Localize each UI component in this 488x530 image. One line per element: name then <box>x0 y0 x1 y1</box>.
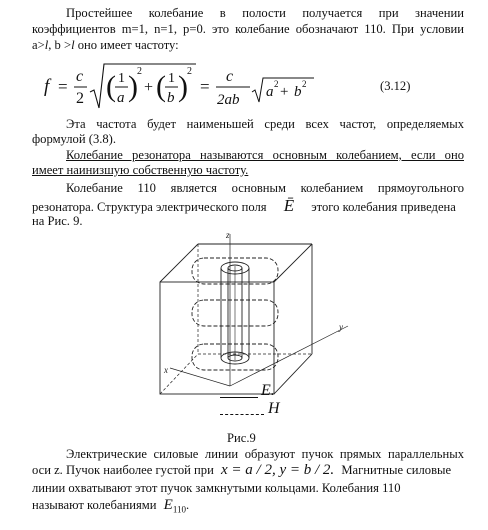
text-field-shown: этого колебания приведена <box>311 200 456 214</box>
formula-rad-exp-b: 2 <box>302 79 307 89</box>
svg-text:(: ( <box>106 70 116 103</box>
mode-index-110: 110 <box>172 504 186 515</box>
formula-one-b: 1 <box>168 71 175 86</box>
formula-one-a: 1 <box>118 71 125 86</box>
formula-rad-exp-a: 2 <box>274 79 279 89</box>
symbol-e-mode: E <box>163 497 173 513</box>
formula-b: b <box>167 90 175 106</box>
svg-text:): ) <box>128 70 138 103</box>
formula-a: a <box>117 90 125 106</box>
formula-twoab: 2ab <box>217 92 240 108</box>
formula-plus: + <box>144 79 154 96</box>
formula-two: 2 <box>76 90 84 107</box>
formula-rad-a: a <box>266 84 274 100</box>
text-frequency-intro: оно имеет частоту: <box>74 38 179 52</box>
formula-c-1: c <box>76 68 84 85</box>
text-magnetic-lines: Магнитные силовые <box>341 463 452 477</box>
text-bundle-densest: оси z. Пучок наиболее густой при <box>32 463 214 477</box>
paragraph-2-line-2: формулой (3.8). <box>32 132 117 146</box>
axis-x-label: x <box>164 365 168 375</box>
formula-rad-b: b <box>294 84 302 100</box>
axis-z-label: z <box>226 230 230 240</box>
figure-9-field-diagram <box>150 230 350 430</box>
legend-label-h: H <box>268 400 280 417</box>
axis-x-line <box>170 368 230 386</box>
legend-label-e: E. <box>261 382 275 399</box>
svg-text:): ) <box>178 70 188 103</box>
legend-solid-line-e <box>220 397 258 398</box>
paragraph-1-line-2: коэффициентов m=1, n=1, p=0. это колебание обозначают 110. При условии <box>32 22 464 36</box>
formula-f: f <box>44 76 50 97</box>
formula-rad-plus: + <box>280 84 289 100</box>
paragraph-4-line-1: Электрические силовые линии образуют пучок прямых параллельных <box>66 447 464 461</box>
paragraph-1-line-1: Простейшее колебание в полости получается при значении <box>66 6 464 20</box>
formula-eq-2: = <box>200 77 210 96</box>
text-period: . <box>186 498 190 512</box>
box-front-face <box>160 282 274 394</box>
formula-c-2: c <box>226 68 234 85</box>
definition-line-1: Колебание резонатора называются основным колебанием, если оно <box>66 148 464 162</box>
svg-text:(: ( <box>156 70 166 103</box>
symbol-e-vector: Ē <box>283 196 295 215</box>
math-center-condition: x = a / 2, y = b / 2. <box>221 462 335 478</box>
figure-caption: Рис.9 <box>227 431 256 445</box>
paragraph-1-line-3 <box>32 38 464 53</box>
symbol-l-2: l <box>71 38 75 52</box>
legend-dashed-line-h <box>220 414 264 415</box>
symbol-l: l <box>44 38 49 52</box>
axis-y-label: y <box>339 322 343 332</box>
text-resonator-structure: резонатора. Структура электрического поля <box>32 200 267 214</box>
paragraph-4-line-4 <box>32 498 464 518</box>
formula-eq-1: = <box>58 77 68 96</box>
paragraph-3-line-1: Колебание 110 является основным колебанием прямоугольного <box>66 181 464 195</box>
formula-exp-a: 2 <box>137 66 142 77</box>
equation-number: (3.12) <box>380 79 411 93</box>
definition-line-2: имеет наинизшую собственную частоту. <box>32 163 249 177</box>
paragraph-3-line-2 <box>32 198 464 215</box>
paragraph-3-line-3: на Рис. 9. <box>32 214 83 228</box>
paragraph-4-line-3: линии охватывают этот пучок замкнутыми кольцами. Колебания 110 <box>32 481 401 495</box>
formula-exp-b: 2 <box>187 66 192 77</box>
paragraph-4-line-2 <box>32 463 464 478</box>
text-b-greater: , b > <box>48 38 72 52</box>
text-oscillations-called: называют колебаниями <box>32 498 157 512</box>
text-a-greater: a> <box>32 38 45 52</box>
paragraph-2-line-1: Эта частота будет наименьшей среди всех частот, определяемых <box>66 117 464 131</box>
